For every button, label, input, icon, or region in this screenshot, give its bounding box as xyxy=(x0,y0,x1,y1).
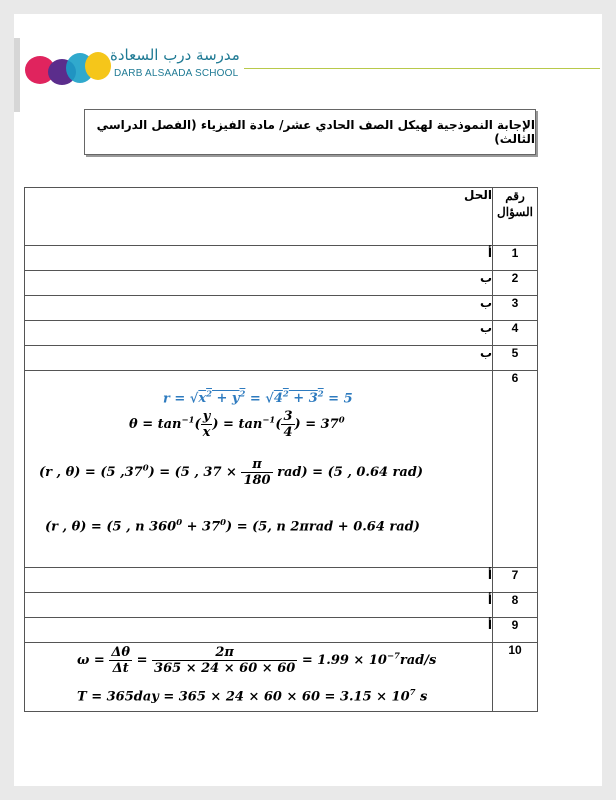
school-name-arabic: مدرسة درب السعادة xyxy=(110,46,240,64)
solution-header: الحل xyxy=(25,188,493,246)
table-row xyxy=(25,271,538,296)
q6-line-1: $r = √x^2 + y^2 = √4^2 + 3^2 = 5$ xyxy=(163,389,353,407)
answer-cell: أ xyxy=(25,246,493,271)
question-number: 4 xyxy=(493,321,538,346)
question-number: 3 xyxy=(493,296,538,321)
table-row xyxy=(25,593,538,618)
question-number: 8 xyxy=(493,593,538,618)
answer-cell: ب xyxy=(25,271,493,296)
question-number: 9 xyxy=(493,618,538,643)
table-row xyxy=(25,321,538,346)
question-number: 7 xyxy=(493,568,538,593)
question-number: 10 xyxy=(493,643,538,712)
q10-math xyxy=(25,643,492,711)
page-edge-strip xyxy=(14,38,20,112)
answer-cell: أ xyxy=(25,593,493,618)
answer-cell: أ xyxy=(25,568,493,593)
question-number: 6 xyxy=(493,371,538,568)
answer-cell: ب xyxy=(25,321,493,346)
table-row xyxy=(25,568,538,593)
q6-solution-cell xyxy=(25,371,493,568)
table-row xyxy=(25,643,538,712)
q6-line-4: (r , θ) = (5 , n $360^0 + 37^0) = (5$, n 2πrad + 0.64 rad) xyxy=(45,517,420,535)
table-row xyxy=(25,618,538,643)
answer-table xyxy=(24,187,538,712)
table-row xyxy=(25,371,538,568)
table-row xyxy=(25,246,538,271)
question-number: 2 xyxy=(493,271,538,296)
q10-solution-cell xyxy=(25,643,493,712)
table-row xyxy=(25,346,538,371)
q10-line-1: ω = $\frac{\Delta\theta}{\Delta t}$ = $\frac{2\pi}{365 \times 24 \times 60 \times 60}$ = $1.99 \times 10^{-7}rad/s$ xyxy=(77,645,437,676)
table-row xyxy=(25,296,538,321)
page-title: الإجابة النموذجية لهيكل الصف الحادي عشر/ مادة الفيزياء (الفصل الدراسي الثالث) xyxy=(84,109,536,155)
question-number: 1 xyxy=(493,246,538,271)
q6-line-3: (r , θ) = (5 $,37^0) = (5$ , 37 × $\frac{\pi}{180}$ rad) = (5 , 0.64 rad) xyxy=(39,457,424,488)
document-page xyxy=(14,14,602,786)
answer-cell: ب xyxy=(25,346,493,371)
number-header: رقم السؤال xyxy=(493,188,538,246)
table-header-row xyxy=(25,188,538,246)
header-divider xyxy=(244,68,600,69)
q10-line-2: $T = 365day = 365 \times 24 \times 60 \times 60 = 3.15 \times 10^7$ s xyxy=(77,687,428,705)
answer-cell: ب xyxy=(25,296,493,321)
school-logo xyxy=(24,42,116,92)
question-number: 5 xyxy=(493,346,538,371)
school-name-english: DARB ALSAADA SCHOOL xyxy=(114,68,239,79)
answer-cell: أ xyxy=(25,618,493,643)
q6-line-2: $\theta = \tan^{-1}$( $\frac{y}{x}$ ) = $\tan^{-1}$( $\frac{3}{4}$ ) = $37^0$ xyxy=(129,409,345,440)
q6-math xyxy=(25,371,492,567)
